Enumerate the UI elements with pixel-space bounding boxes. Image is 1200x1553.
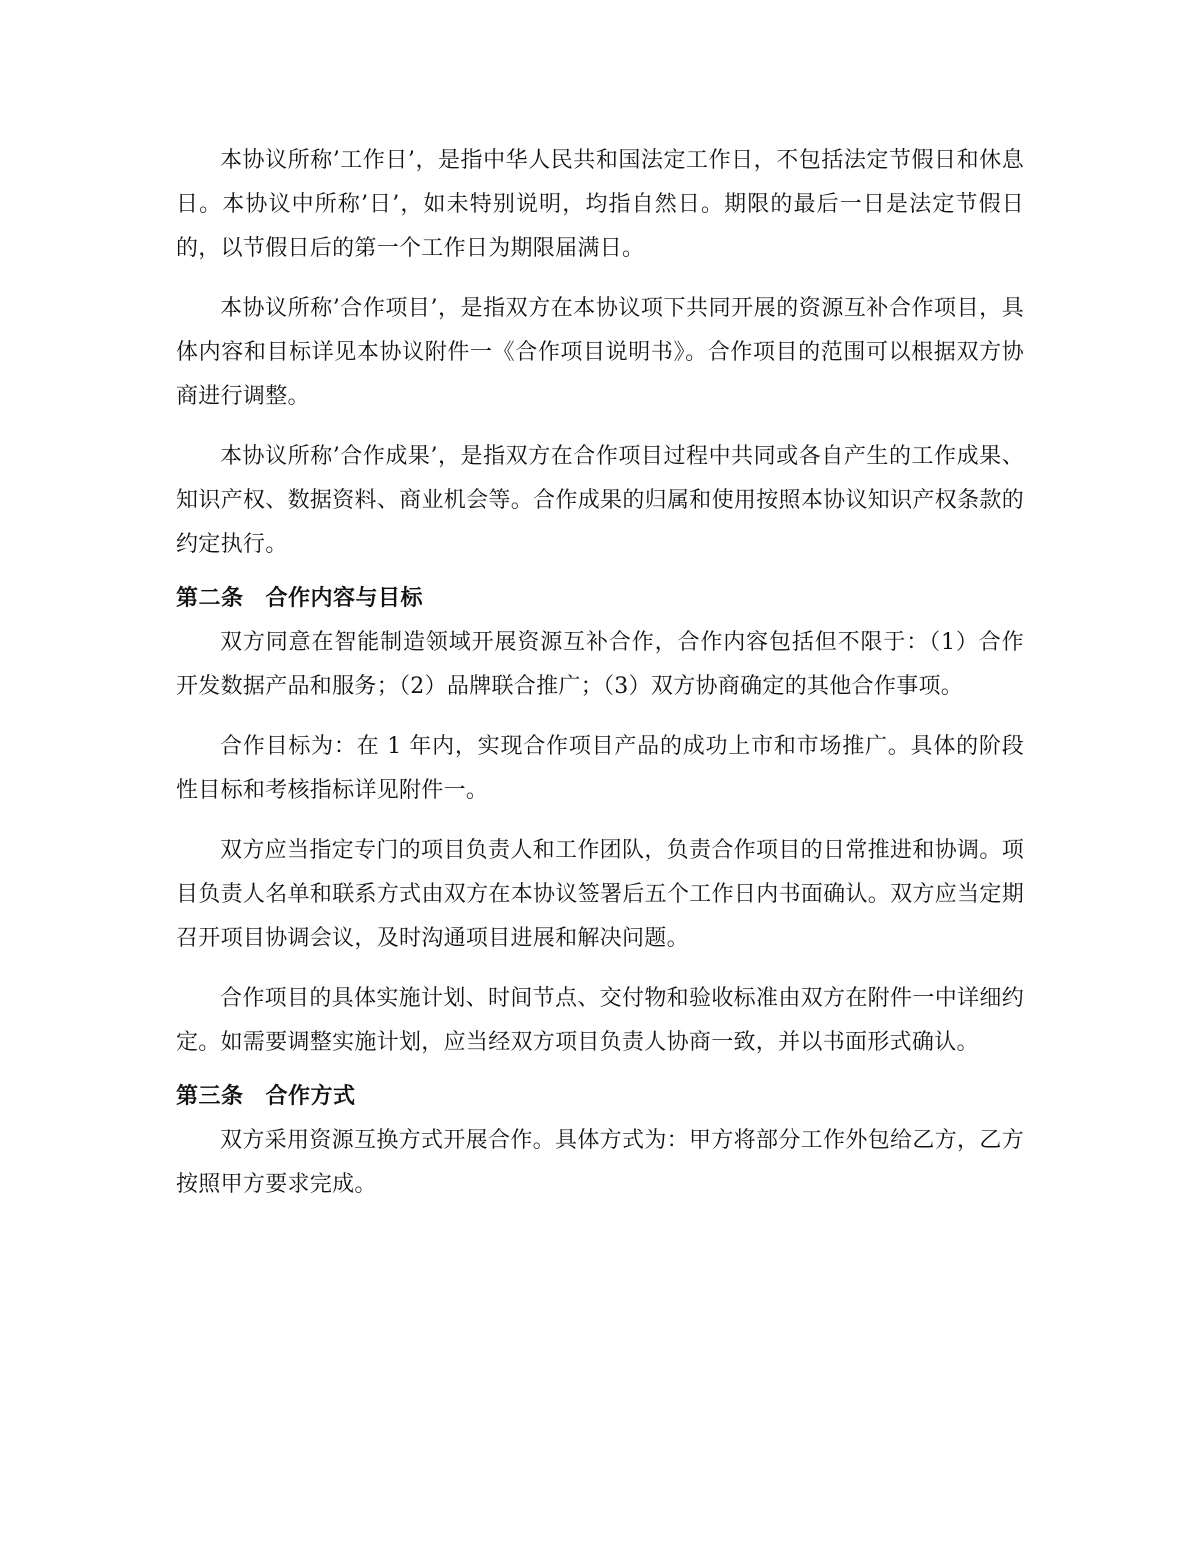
article-2-paragraph: 双方同意在智能制造领域开展资源互补合作，合作内容包括但不限于：（1）合作开发数据产品和服务；（2）品牌联合推广；（3）双方协商确定的其他合作事项。 xyxy=(176,630,1024,699)
paragraph-working-day-definition: 本协议所称’工作日’，是指中华人民共和国法定工作日，不包括法定节假日和休息日。本协议中所称’日’，如未特别说明，均指自然日。期限的最后一日是法定节假日的，以节假日后的第一个工作日为期限届满日。 xyxy=(176,148,1024,261)
article-3-title: 合作方式 xyxy=(265,1084,356,1109)
paragraph-cooperation-results-definition: 本协议所称’合作成果’，是指双方在合作项目过程中共同或各自产生的工作成果、知识产权、数据资料、商业机会等。合作成果的归属和使用按照本协议知识产权条款的约定执行。 xyxy=(176,444,1024,557)
article-3-paragraph: 双方采用资源互换方式开展合作。具体方式为：甲方将部分工作外包给乙方，乙方按照甲方要求完成。 xyxy=(176,1128,1024,1197)
article-2-paragraph: 合作目标为：在 1 年内，实现合作项目产品的成功上市和市场推广。具体的阶段性目标和考核指标详见附件一。 xyxy=(176,734,1024,803)
article-2-heading xyxy=(176,583,1024,615)
article-3-number: 第三条 xyxy=(176,1084,244,1109)
article-2-number: 第二条 xyxy=(176,586,244,611)
article-2-title: 合作内容与目标 xyxy=(265,586,424,611)
article-2-paragraph: 合作项目的具体实施计划、时间节点、交付物和验收标准由双方在附件一中详细约定。如需要调整实施计划，应当经双方项目负责人协商一致，并以书面形式确认。 xyxy=(176,986,1024,1055)
document-body xyxy=(176,139,1024,1223)
article-2-paragraph: 双方应当指定专门的项目负责人和工作团队，负责合作项目的日常推进和协调。项目负责人名单和联系方式由双方在本协议签署后五个工作日内书面确认。双方应当定期召开项目协调会议，及时沟通项目进展和解决问题。 xyxy=(176,838,1024,951)
article-3-heading xyxy=(176,1081,1024,1113)
paragraph-cooperation-project-definition: 本协议所称’合作项目’，是指双方在本协议项下共同开展的资源互补合作项目，具体内容和目标详见本协议附件一《合作项目说明书》。合作项目的范围可以根据双方协商进行调整。 xyxy=(176,296,1024,409)
